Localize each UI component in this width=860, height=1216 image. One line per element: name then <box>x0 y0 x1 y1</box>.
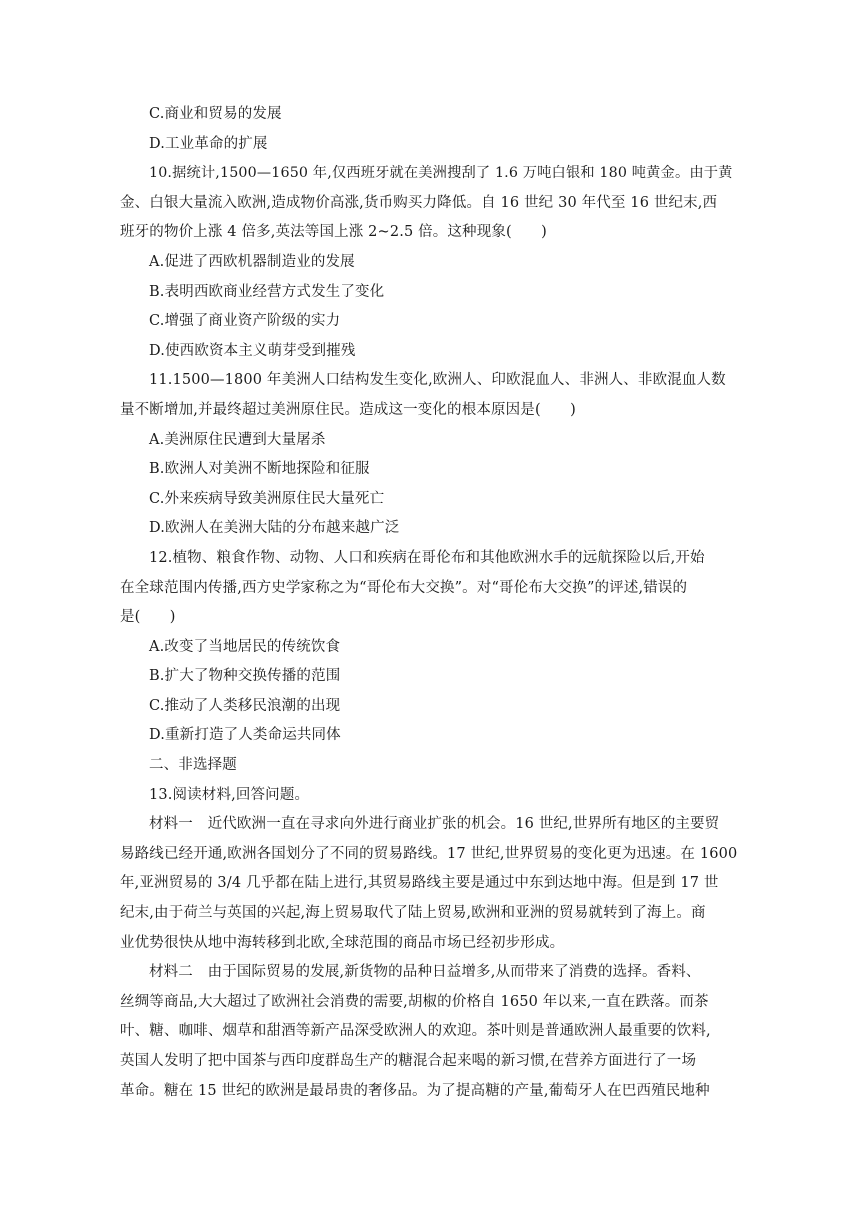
text-line: C.商业和贸易的发展 <box>149 106 282 122</box>
text-line: C.推动了人类移民浪潮的出现 <box>149 697 341 714</box>
text-line: B.扩大了物种交换传播的范围 <box>149 668 341 685</box>
text-line: 材料二 由于国际贸易的发展,新货物的品种日益增多,从而带来了消费的选择。香料、 <box>149 964 701 981</box>
text-line: A.改变了当地居民的传统饮食 <box>149 638 341 655</box>
text-line: A.美洲原住民遭到大量屠杀 <box>149 431 326 448</box>
text-line: 材料一 近代欧洲一直在寻求向外进行商业扩张的机会。16 世纪,世界所有地区的主要贸 <box>149 816 720 833</box>
text-line: D.欧洲人在美洲大陆的分布越来越广泛 <box>149 520 400 537</box>
text-line: 纪末,由于荷兰与英国的兴起,海上贸易取代了陆上贸易,欧洲和亚洲的贸易就转到了海上。商 <box>120 905 706 922</box>
text-line: 叶、糖、咖啡、烟草和甜酒等新产品深受欧洲人的欢迎。茶叶则是普通欧洲人最重要的饮料, <box>120 1023 711 1040</box>
text-line: 在全球范围内传播,西方史学家称之为“哥伦布大交换”。对“哥伦布大交换”的评述,错误的 <box>120 579 688 596</box>
text-line: 革命。糖在 15 世纪的欧洲是最昂贵的奢侈品。为了提高糖的产量,葡萄牙人在巴西殖民地种 <box>120 1082 710 1099</box>
text-line: C.增强了商业资产阶级的实力 <box>149 313 341 330</box>
text-line: B.欧洲人对美洲不断地探险和征服 <box>149 461 370 478</box>
text-line: 班牙的物价上涨 4 倍多,英法等国上涨 2~2.5 倍。这种现象( ) <box>120 224 547 241</box>
text-line: D.重新打造了人类命运共同体 <box>149 727 341 744</box>
text-line: D.工业革命的扩展 <box>149 135 268 152</box>
text-line: C.外来疾病导致美洲原住民大量死亡 <box>149 490 385 507</box>
text-line: 二、非选择题 <box>149 757 237 774</box>
text-line: 11.1500—1800 年美洲人口结构发生变化,欧洲人、印欧混血人、非洲人、非欧混血人数 <box>149 372 726 389</box>
text-line: A.促进了西欧机器制造业的发展 <box>149 253 355 270</box>
text-line: D.使西欧资本主义萌芽受到摧残 <box>149 342 356 359</box>
text-line: 是( ) <box>120 609 176 626</box>
text-line: 丝绸等商品,大大超过了欧洲社会消费的需要,胡椒的价格自 1650 年以来,一直在跌落。而茶 <box>120 993 709 1010</box>
text-line: 金、白银大量流入欧洲,造成物价高涨,货币购买力降低。自 16 世纪 30 年代至 16 世纪末,西 <box>120 194 718 211</box>
text-line: 业优势很快从地中海转移到北欧,全球范围的商品市场已经初步形成。 <box>120 934 565 951</box>
text-line: B.表明西欧商业经营方式发生了变化 <box>149 283 385 300</box>
text-line: 英国人发明了把中国茶与西印度群岛生产的糖混合起来喝的新习惯,在营养方面进行了一场 <box>120 1053 697 1069</box>
text-line: 易路线已经开通,欧洲各国划分了不同的贸易路线。17 世纪,世界贸易的变化更为迅速。在 1600 <box>120 845 738 862</box>
text-line: 年,亚洲贸易的 3/4 几乎都在陆上进行,其贸易路线主要是通过中东到达地中海。但是到 17 世 <box>120 875 719 892</box>
text-line: 量不断增加,并最终超过美洲原住民。造成这一变化的根本原因是( ) <box>120 401 576 418</box>
document-body <box>120 100 740 1106</box>
text-line: 13.阅读材料,回答问题。 <box>149 786 310 803</box>
text-line: 12.植物、粮食作物、动物、人口和疾病在哥伦布和其他欧洲水手的远航探险以后,开始 <box>149 549 705 566</box>
text-line: 10.据统计,1500—1650 年,仅西班牙就在美洲搜刮了 1.6 万吨白银和 180 吨黄金。由于黄 <box>149 165 733 182</box>
